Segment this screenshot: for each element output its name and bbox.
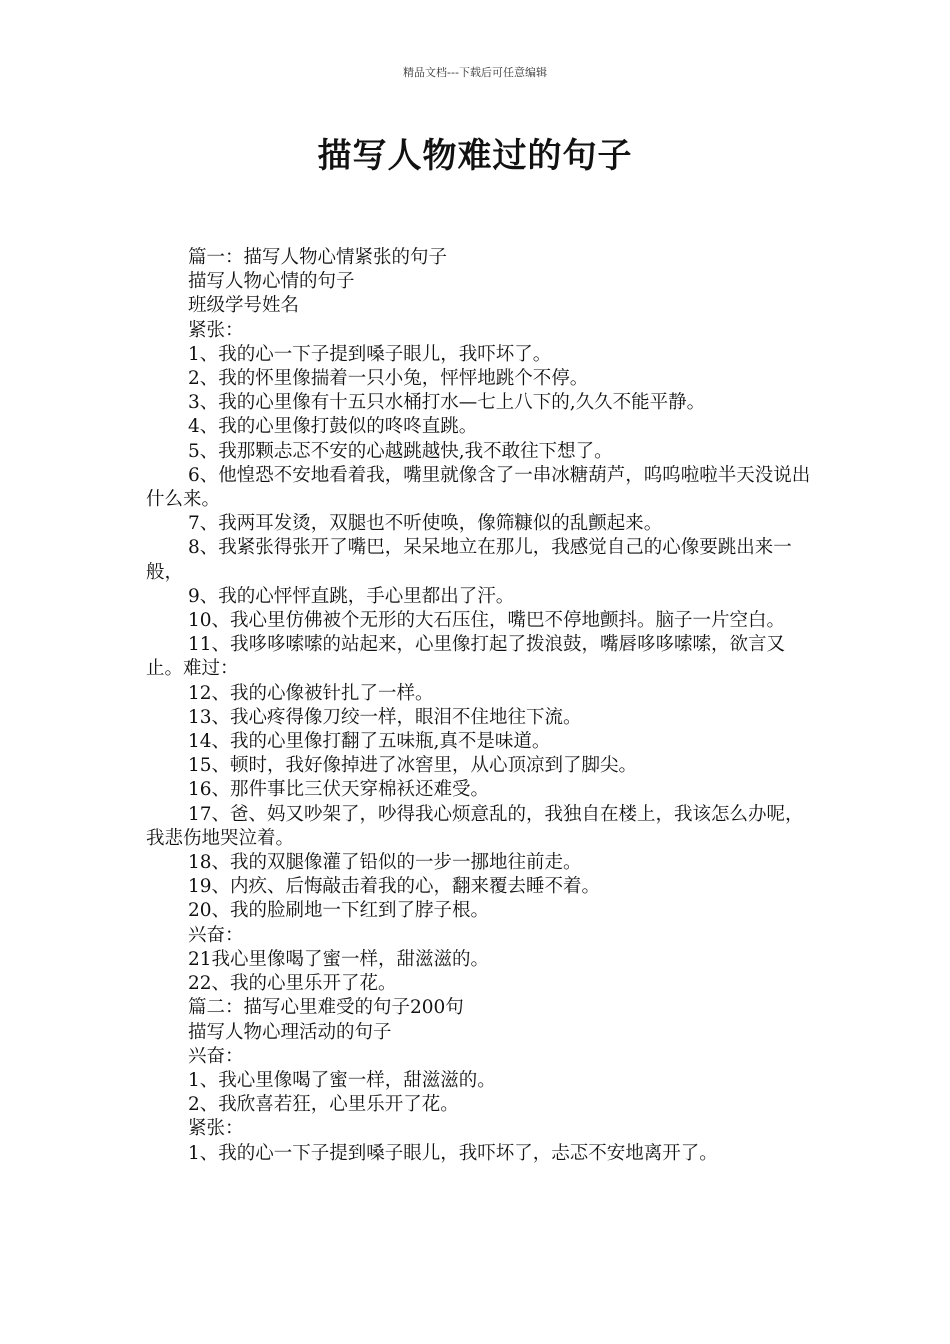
paragraph: 篇一：描写人物心情紧张的句子 [188,247,448,268]
paragraph: 7、我两耳发烫，双腿也不听使唤，像筛糠似的乱颤起来。 [188,513,663,535]
paragraph: 2、我欣喜若狂，心里乐开了花。 [188,1094,459,1116]
paragraph: 18、我的双腿像灌了铅似的一步一挪地往前走。 [188,852,582,874]
paragraph: 5、我那颗忐忑不安的心越跳越快,我不敢往下想了。 [188,440,613,462]
document-title: 描写人物难过的句子 [317,136,633,176]
paragraph: 16、那件事比三伏天穿棉袄还难受。 [188,779,490,801]
paragraph: 1、我的心一下子提到嗓子眼儿，我吓坏了。 [188,343,552,365]
paragraph: 8、我紧张得张开了嘴巴，呆呆地立在那儿，我感觉自己的心像要跳出来一般， [146,537,792,583]
paragraph: 紧张： [188,319,244,341]
paragraph: 3、我的心里像有十五只水桶打水—七上八下的,久久不能平静。 [188,392,706,414]
paragraph: 15、顿时，我好像掉进了冰窖里，从心顶凉到了脚尖。 [188,755,638,777]
paragraph: 12、我的心像被针扎了一样。 [188,682,434,704]
paragraph: 4、我的心里像打鼓似的咚咚直跳。 [188,416,478,438]
paragraph: 1、我心里像喝了蜜一样，甜滋滋的。 [188,1069,496,1091]
paragraph: 篇二：描写心里难受的句子200句 [188,997,464,1019]
document-body [146,246,818,1166]
paragraph: 兴奋： [188,1045,244,1067]
paragraph: 14、我的心里像打翻了五味瓶,真不是味道。 [188,731,551,753]
paragraph: 描写人物心情的句子 [188,271,355,293]
paragraph: 9、我的心怦怦直跳，手心里都出了汗。 [188,585,515,607]
paragraph: 2、我的怀里像揣着一只小兔，怦怦地跳个不停。 [188,368,589,390]
paragraph: 11、我哆哆嗦嗦的站起来，心里像打起了拨浪鼓，嘴唇哆哆嗦嗦，欲言又止。难过： [146,634,786,680]
paragraph: 10、我心里仿佛被个无形的大石压住，嘴巴不停地颤抖。脑子一片空白。 [188,610,786,632]
paragraph: 13、我心疼得像刀绞一样，眼泪不住地往下流。 [188,706,582,728]
paragraph: 21我心里像喝了蜜一样，甜滋滋的。 [188,948,490,970]
header-note: 精品文档---下载后可任意编辑 [403,66,547,79]
paragraph: 17、爸、妈又吵架了，吵得我心烦意乱的，我独自在楼上，我该怎么办呢，我悲伤地哭泣着。 [146,803,804,849]
paragraph: 描写人物心理活动的句子 [188,1021,392,1043]
paragraph: 班级学号姓名 [188,295,300,317]
paragraph: 6、他惶恐不安地看着我，嘴里就像含了一串冰糖葫芦，呜呜啦啦半天没说出什么来。 [146,464,811,511]
paragraph: 22、我的心里乐开了花。 [188,973,397,995]
paragraph: 1、我的心一下子提到嗓子眼儿，我吓坏了，忐忑不安地离开了。 [188,1142,718,1164]
paragraph: 19、内疚、后悔敲击着我的心，翻来覆去睡不着。 [188,876,601,898]
paragraph: 兴奋： [188,924,244,946]
paragraph: 20、我的脸刷地一下红到了脖子根。 [188,900,490,922]
paragraph: 紧张： [188,1118,244,1140]
